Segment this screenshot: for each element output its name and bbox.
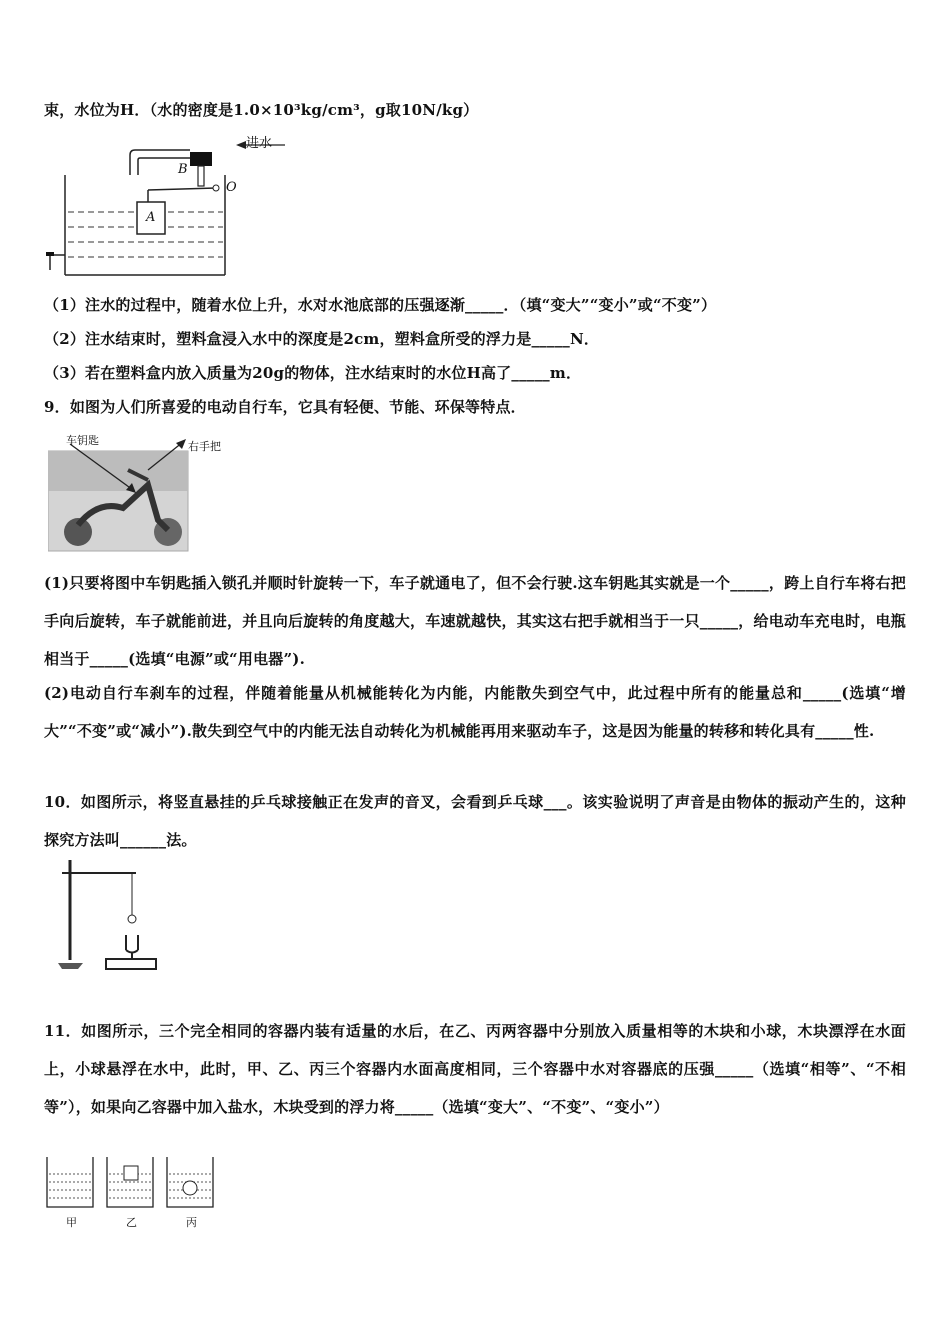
q8-part3: （3）若在塑料盒内放入质量为20g的物体，注水结束时的水位H高了_____m． (44, 364, 582, 382)
label-o: O (226, 180, 237, 195)
q10-stem: 10．如图所示，将竖直悬挂的乒乓球接触正在发声的音叉，会看到乒乓球___。该实验说明了声音是由物体的振动产生的，这种探究方法叫______法。 (44, 793, 906, 849)
key-label: 车钥匙 (66, 434, 99, 447)
q9-stem: 9．如图为人们所喜爱的电动自行车，它具有轻便、节能、环保等特点． (44, 398, 526, 416)
ebike-figure (48, 430, 238, 552)
q11-stem: 11．如图所示，三个完全相同的容器内装有适量的水后，在乙、丙两容器中分别放入质量相等的木块和小球，木块漂浮在水面上，小球悬浮在水中，此时，甲、乙、丙三个容器内水面高度相同，三个容器中水对容器底的压强_____（选填“相等”、“不相等”），如果向乙容器中加入盐水，木块受到的浮力将_____（选填“变大”、“不变”、“变小”） (44, 1022, 906, 1116)
label-yi: 乙 (126, 1216, 137, 1229)
handle-label: 右手把 (188, 440, 221, 453)
q8-part1: （1）注水的过程中，随着水位上升，水对水池底部的压强逐渐_____．（填“变大”“变小”或“不变”） (44, 296, 717, 314)
label-jia: 甲 (66, 1216, 77, 1229)
label-bing: 丙 (186, 1216, 197, 1229)
three-containers-figure (44, 1154, 224, 1229)
water-tank-figure (40, 130, 320, 280)
q8-part2: （2）注水结束时，塑料盒浸入水中的深度是2cm，塑料盒所受的浮力是_____N． (44, 330, 600, 348)
q9-part1: (1)只要将图中车钥匙插入锁孔并顺时针旋转一下，车子就通电了，但不会行驶.这车钥匙其实就是一个_____，跨上自行车将右把手向后旋转，车子就能前进，并且向后旋转的角度越大，车速就越快，其实这右把手就相当于一只_____，给电动车充电时，电瓶相当于_____(选填“电源”或“用电器”). (44, 574, 906, 668)
label-b: B (178, 162, 188, 177)
label-a: A (146, 210, 156, 225)
text-line-continuation: 束，水位为H．（水的密度是1.0×10³kg/cm³，g取10N/kg） (44, 101, 479, 119)
q9-part2: (2)电动自行车刹车的过程，伴随着能量从机械能转化为内能，内能散失到空气中，此过程中所有的能量总和_____(选填“增大”“不变”或“减小”).散失到空气中的内能无法自动转化为机械能再用来驱动车子，这是因为能量的转移和转化具有_____性. (44, 684, 906, 740)
tuning-fork-figure (48, 855, 168, 975)
inflow-label: 进水 (246, 136, 273, 151)
